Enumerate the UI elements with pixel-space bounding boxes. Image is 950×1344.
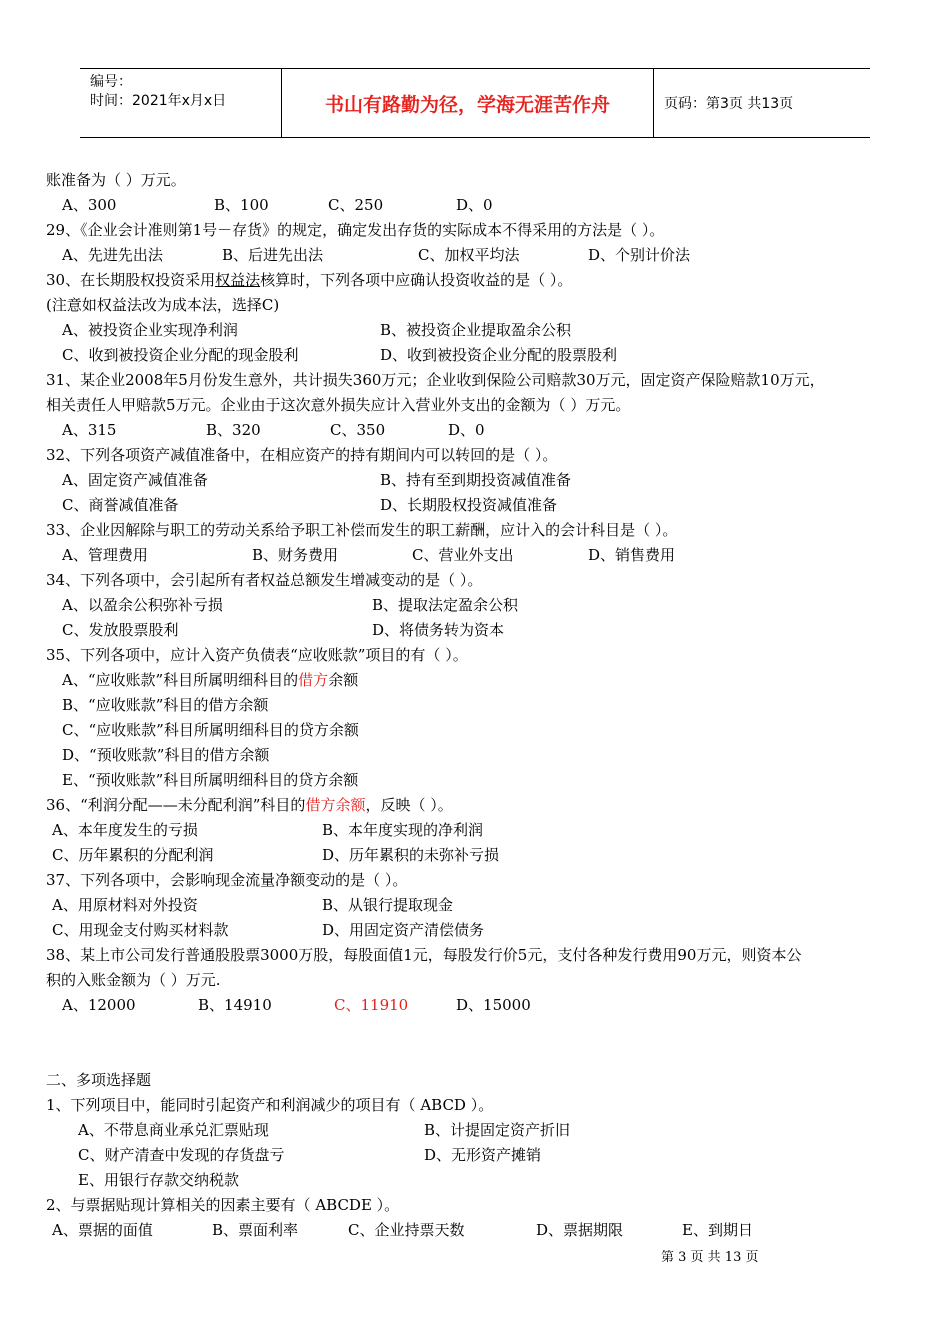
text-line [46, 1095, 493, 1115]
option-text: C、11910 [334, 996, 409, 1014]
text-segment: A、固定资产减值准备 [62, 471, 208, 489]
text-segment: 30、在长期股权投资采用 [46, 271, 216, 289]
text-line [46, 870, 407, 890]
text-segment: A、先进先出法 [62, 246, 163, 264]
header-meta [80, 69, 282, 137]
text-segment: C、“应收账款”科目所属明细科目的贷方余额 [62, 721, 359, 739]
text-line [46, 970, 221, 990]
text-line [52, 820, 198, 840]
option-text: C、营业外支出 [412, 546, 514, 564]
text-line [52, 845, 213, 865]
text-line [46, 1070, 151, 1090]
text-line [46, 295, 279, 315]
text-line [62, 545, 148, 565]
text-segment: 2、与票据贴现计算相关的因素主要有（ ABCDE ）。 [46, 1196, 400, 1214]
text-line [62, 995, 136, 1015]
text-segment: A、以盈余公积弥补亏损 [62, 596, 223, 614]
text-segment: C、收到被投资企业分配的现金股利 [62, 346, 299, 364]
option-text: D、长期股权投资减值准备 [380, 496, 558, 514]
option-text: B、被投资企业提取盈余公积 [380, 321, 572, 339]
header-page-info: 页码：第3页 共13页 [664, 96, 794, 112]
option-text: B、后进先出法 [222, 246, 324, 264]
text-segment: 33、企业因解除与职工的劳动关系给予职工补偿而发生的职工薪酬，应计入的会计科目是（ ）。 [46, 521, 678, 539]
option-text: D、0 [448, 421, 485, 439]
text-segment: C、商誉减值准备 [62, 496, 179, 514]
text-segment: E、用银行存款交纳税款 [78, 1171, 239, 1189]
text-segment: 余额 [328, 671, 359, 689]
text-line [62, 695, 268, 715]
text-line [62, 245, 163, 265]
option-text: B、计提固定资产折旧 [424, 1121, 571, 1139]
text-segment: C、财产清查中发现的存货盘亏 [78, 1146, 285, 1164]
text-line [62, 745, 269, 765]
option-text: C、加权平均法 [418, 246, 520, 264]
option-text: B、提取法定盈余公积 [372, 596, 519, 614]
option-text: D、用固定资产清偿债务 [322, 921, 485, 939]
text-segment: 账准备为（ ）万元。 [46, 171, 186, 189]
option-text: D、0 [456, 196, 493, 214]
text-line [46, 1195, 399, 1215]
option-text: B、320 [206, 421, 261, 439]
text-segment: 借方 [298, 671, 329, 689]
text-segment: A、300 [62, 196, 117, 214]
option-text: D、将债务转为资本 [372, 621, 505, 639]
text-line [52, 895, 198, 915]
text-segment: 相关责任人甲赔款5万元。企业由于这次意外损失应计入营业外支出的金额为（ ）万元。 [46, 396, 631, 414]
text-line [46, 945, 801, 965]
text-line [62, 670, 358, 690]
option-text: B、从银行提取现金 [322, 896, 454, 914]
text-line [78, 1120, 269, 1140]
text-segment: 36、“利润分配——未分配利润”科目的 [46, 796, 306, 814]
text-segment: C、历年累积的分配利润 [52, 846, 214, 864]
text-line [46, 570, 482, 590]
document-date: 时间：2021年x月x日 [90, 93, 227, 109]
text-segment: A、票据的面值 [52, 1221, 153, 1239]
text-line [46, 395, 630, 415]
text-line [62, 620, 178, 640]
text-segment: C、用现金支付购买材料款 [52, 921, 229, 939]
option-text: D、历年累积的未弥补亏损 [322, 846, 500, 864]
text-line [62, 720, 359, 740]
option-text: D、收到被投资企业分配的股票股利 [380, 346, 618, 364]
text-line [78, 1145, 284, 1165]
text-segment: A、不带息商业承兑汇票贴现 [78, 1121, 269, 1139]
document-number: 编号： [90, 74, 132, 90]
text-segment: 32、下列各项资产减值准备中，在相应资产的持有期间内可以转回的是（ ）。 [46, 446, 558, 464]
text-segment: A、本年度发生的亏损 [52, 821, 198, 839]
text-segment: 权益法 [215, 271, 261, 289]
text-line [46, 170, 186, 190]
text-segment: C、发放股票股利 [62, 621, 179, 639]
text-segment: A、“应收账款”科目所属明细科目的 [62, 671, 299, 689]
option-text: D、票据期限 [536, 1221, 624, 1239]
header-motto: 书山有路勤为径，学海无涯苦作舟 [282, 69, 654, 137]
text-line [46, 795, 453, 815]
text-segment: A、管理费用 [62, 546, 148, 564]
text-segment: 借方余额 [305, 796, 366, 814]
text-line [52, 920, 228, 940]
text-segment: A、被投资企业实现净利润 [62, 321, 238, 339]
text-segment: E、“预收账款”科目所属明细科目的贷方余额 [62, 771, 359, 789]
text-segment: A、用原材料对外投资 [52, 896, 198, 914]
text-segment: A、12000 [62, 996, 136, 1014]
text-segment: B、“应收账款”科目的借方余额 [62, 696, 269, 714]
text-segment: (注意如权益法改为成本法，选择C) [46, 296, 280, 314]
text-line [52, 1220, 153, 1240]
option-text: B、本年度实现的净利润 [322, 821, 484, 839]
text-line [46, 370, 825, 390]
option-text: C、350 [330, 421, 386, 439]
text-line [46, 645, 468, 665]
option-text: D、无形资产摊销 [424, 1146, 542, 1164]
option-text: C、企业持票天数 [348, 1221, 465, 1239]
text-segment: D、“预收账款”科目的借方余额 [62, 746, 270, 764]
option-text: B、持有至到期投资减值准备 [380, 471, 572, 489]
text-segment: 29、《企业会计准则第1号－存货》的规定，确定发出存货的实际成本不得采用的方法是（ ）。 [46, 221, 665, 239]
text-segment: 31、某企业2008年5月份发生意外，共计损失360万元；企业收到保险公司赔款30万元，固定资产保险赔款10万元， [46, 371, 825, 389]
text-line [62, 595, 223, 615]
text-segment: 38、某上市公司发行普通股股票3000万股，每股面值1元，每股发行价5元，支付各种发行费用90万元，则资本公 [46, 946, 802, 964]
text-segment: 积的入账金额为（ ）万元. [46, 971, 221, 989]
option-text: D、个别计价法 [588, 246, 691, 264]
text-line [62, 495, 178, 515]
text-segment: 37、下列各项中，会影响现金流量净额变动的是（ ）。 [46, 871, 408, 889]
text-segment: 1、下列项目中，能同时引起资产和利润减少的项目有（ ABCD ）。 [46, 1096, 494, 1114]
text-segment: 34、下列各项中，会引起所有者权益总额发生增减变动的是（ ）。 [46, 571, 483, 589]
text-line [62, 770, 358, 790]
text-line [62, 195, 116, 215]
option-text: D、15000 [456, 996, 531, 1014]
text-segment: 二、多项选择题 [46, 1071, 152, 1089]
option-text: B、100 [214, 196, 269, 214]
text-line [62, 470, 208, 490]
text-segment: 核算时，下列各项中应确认投资收益的是（ ）。 [260, 271, 573, 289]
text-line [46, 520, 677, 540]
text-segment: 35、下列各项中，应计入资产负债表“应收账款”项目的有（ ）。 [46, 646, 468, 664]
text-segment: A、315 [62, 421, 117, 439]
option-text: D、销售费用 [588, 546, 676, 564]
option-text: C、250 [328, 196, 384, 214]
text-line [62, 420, 116, 440]
page-footer: 第 3 页 共 13 页 [661, 1250, 759, 1265]
option-text: B、票面利率 [212, 1221, 299, 1239]
page-header [80, 68, 870, 138]
option-text: B、14910 [198, 996, 272, 1014]
text-line [46, 270, 572, 290]
text-line [78, 1170, 239, 1190]
text-segment: ，反映（ ）。 [365, 796, 453, 814]
option-text: E、到期日 [682, 1221, 753, 1239]
text-line [46, 445, 557, 465]
option-text: B、财务费用 [252, 546, 339, 564]
text-line [62, 345, 298, 365]
text-line [46, 220, 664, 240]
text-line [62, 320, 238, 340]
